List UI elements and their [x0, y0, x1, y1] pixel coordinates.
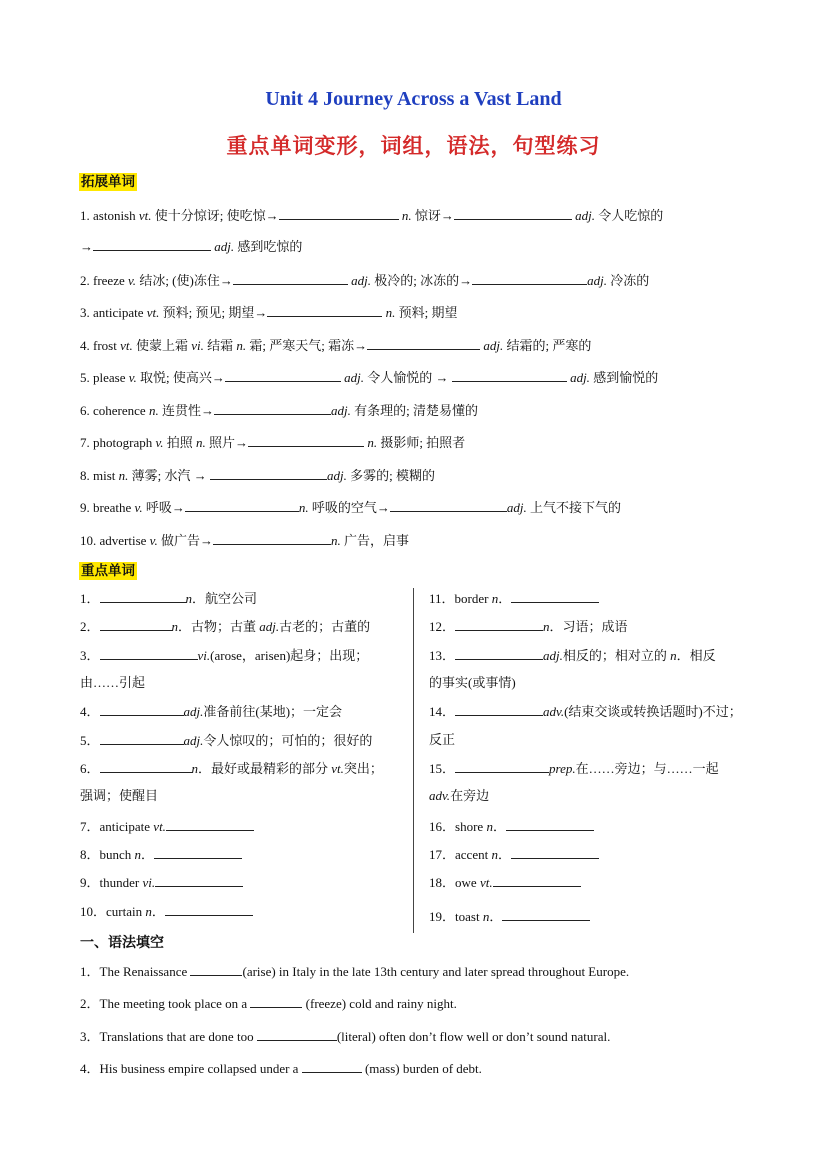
answer-blank[interactable] — [511, 588, 599, 603]
key-item-10: 10．curtain n． — [80, 901, 253, 922]
key-item-13-cont: 的事实(或事情) — [429, 675, 516, 690]
answer-blank[interactable] — [93, 236, 211, 251]
key-item-6: 6． n．最好或最精彩的部分 vt.突出； — [80, 758, 383, 779]
key-item-15: 15． prep.在……旁边；与……一起 — [429, 758, 719, 779]
answer-blank[interactable] — [367, 335, 480, 350]
key-item-16: 16．shore n． — [429, 816, 594, 837]
key-item-14-cont: 反正 — [429, 732, 456, 747]
answer-blank[interactable] — [267, 302, 382, 317]
answer-blank[interactable] — [100, 701, 184, 716]
answer-blank[interactable] — [154, 844, 242, 859]
answer-blank[interactable] — [225, 367, 341, 382]
answer-blank[interactable] — [185, 497, 299, 512]
answer-blank[interactable] — [493, 872, 581, 887]
answer-blank[interactable] — [257, 1026, 337, 1041]
answer-blank[interactable] — [455, 645, 543, 660]
grammar-item-4: 4．His business empire collapsed under a (mass) burden of debt. — [80, 1058, 482, 1079]
page-subtitle: 重点单词变形，词组，语法，句型练习 — [226, 134, 601, 158]
answer-blank[interactable] — [100, 616, 172, 631]
answer-blank[interactable] — [214, 400, 331, 415]
column-divider — [413, 588, 414, 933]
answer-blank[interactable] — [233, 270, 348, 285]
key-item-11: 11．border n． — [429, 588, 599, 609]
answer-blank[interactable] — [472, 270, 587, 285]
answer-blank[interactable] — [166, 816, 254, 831]
expand-line-1: 1. astonish vt. 使十分惊讶; 使吃惊→ n. 惊讶→ adj. 令人吃惊的 — [80, 205, 663, 226]
answer-blank[interactable] — [190, 961, 242, 976]
expand-line-4: 4. frost vt. 使蒙上霜 vi. 结霜 n. 霜; 严寒天气; 霜冻→ adj. 结霜的; 严寒的 — [80, 335, 591, 356]
answer-blank[interactable] — [155, 872, 243, 887]
key-item-14: 14． adv.(结束交谈或转换话题时)不过； — [429, 701, 742, 722]
answer-blank[interactable] — [454, 205, 572, 220]
page-title: Unit 4 Journey Across a Vast Land — [265, 88, 562, 110]
answer-blank[interactable] — [213, 530, 331, 545]
expand-line-8: 8. mist n. 薄雾; 水汽 → adj. 多雾的; 模糊的 — [80, 465, 435, 486]
expand-line-10: 10. advertise v. 做广告→ n. 广告，启事 — [80, 530, 409, 551]
key-item-4: 4． adj.准备前往(某地)；一定会 — [80, 701, 342, 722]
answer-blank[interactable] — [100, 730, 184, 745]
key-item-1: 1． n．航空公司 — [80, 588, 257, 609]
expand-line-1b: → adj. 感到吃惊的 — [80, 236, 302, 257]
key-item-15-cont: adv.在旁边 — [429, 788, 490, 803]
grammar-item-1: 1．The Renaissance (arise) in Italy in the late 13th century and later spread throughout Europe. — [80, 961, 629, 982]
answer-blank[interactable] — [455, 616, 543, 631]
expand-line-6: 6. coherence n. 连贯性→ adj. 有条理的; 清楚易懂的 — [80, 400, 478, 421]
expand-line-5: 5. please v. 取悦; 使高兴→ adj. 令人愉悦的 → adj. 感到愉悦的 — [80, 367, 658, 388]
key-item-7: 7．anticipate vt. — [80, 816, 254, 837]
section-grammar-fill: 一、语法填空 — [80, 935, 164, 951]
answer-blank[interactable] — [165, 901, 253, 916]
grammar-item-3: 3．Translations that are done too (literal) often don’t flow well or don’t sound natural. — [80, 1026, 610, 1047]
grammar-item-2: 2．The meeting took place on a (freeze) cold and rainy night. — [80, 993, 457, 1014]
key-item-18: 18．owe vt. — [429, 872, 581, 893]
key-item-13: 13． adj.相反的；相对立的 n．相反 — [429, 645, 716, 666]
answer-blank[interactable] — [100, 588, 186, 603]
answer-blank[interactable] — [248, 432, 364, 447]
key-item-9: 9．thunder vi. — [80, 872, 243, 893]
section-key-words: 重点单词 — [81, 563, 135, 579]
key-item-19: 19．toast n． — [429, 906, 590, 927]
answer-blank[interactable] — [506, 816, 594, 831]
answer-blank[interactable] — [100, 758, 192, 773]
key-item-3: 3． vi.(arose，arisen)起身；出现； — [80, 645, 368, 666]
answer-blank[interactable] — [279, 205, 399, 220]
answer-blank[interactable] — [502, 906, 590, 921]
expand-line-2: 2. freeze v. 结冰; (使)冻住→ adj. 极冷的; 冰冻的→ adj. 冷冻的 — [80, 270, 649, 291]
answer-blank[interactable] — [250, 993, 302, 1008]
answer-blank[interactable] — [100, 645, 198, 660]
answer-blank[interactable] — [511, 844, 599, 859]
answer-blank[interactable] — [210, 465, 327, 480]
answer-blank[interactable] — [455, 701, 543, 716]
answer-blank[interactable] — [302, 1058, 362, 1073]
answer-blank[interactable] — [455, 758, 549, 773]
key-item-8: 8．bunch n． — [80, 844, 242, 865]
key-item-5: 5． adj.令人惊叹的；可怕的；很好的 — [80, 730, 372, 751]
expand-line-7: 7. photograph v. 拍照 n. 照片→ n. 摄影师; 拍照者 — [80, 432, 465, 453]
key-item-12: 12． n．习语；成语 — [429, 616, 628, 637]
expand-line-3: 3. anticipate vt. 预料; 预见; 期望→ n. 预料; 期望 — [80, 302, 458, 323]
answer-blank[interactable] — [390, 497, 507, 512]
key-item-3-cont: 由……引起 — [80, 675, 146, 690]
answer-blank[interactable] — [452, 367, 567, 382]
key-item-6-cont: 强调；使醒目 — [80, 788, 159, 803]
section-expand-words: 拓展单词 — [81, 174, 135, 190]
key-item-17: 17．accent n． — [429, 844, 599, 865]
key-item-2: 2． n．古物；古董 adj.古老的；古董的 — [80, 616, 370, 637]
expand-line-9: 9. breathe v. 呼吸→ n. 呼吸的空气→ adj. 上气不接下气的 — [80, 497, 621, 518]
